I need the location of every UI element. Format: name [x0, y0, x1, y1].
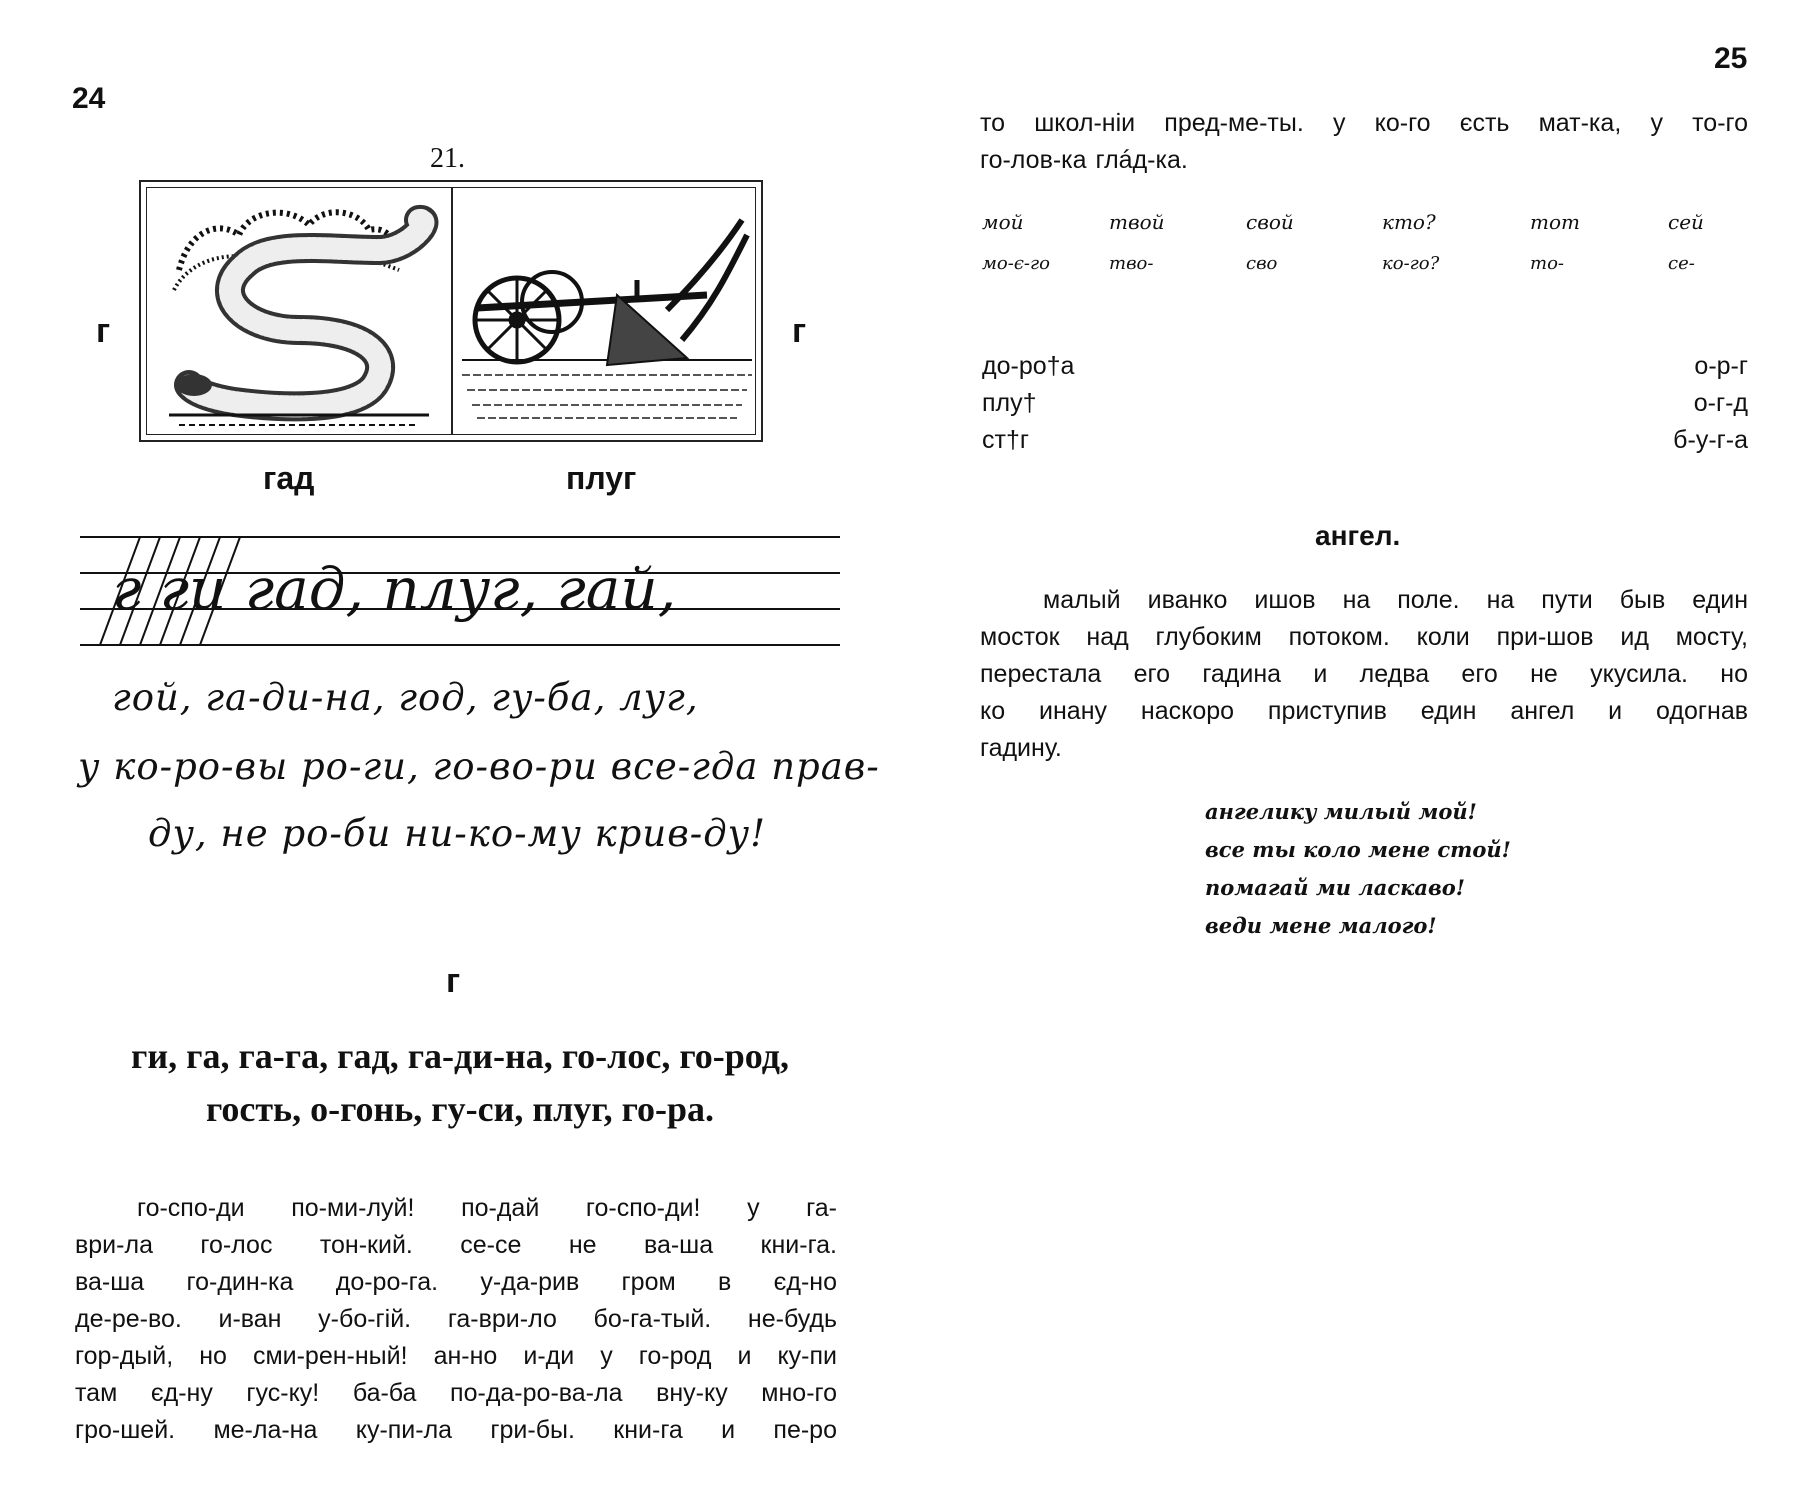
- cursive-line-2: гой, га-ди-на, год, гу-ба, луг,: [112, 676, 699, 719]
- snake-illustration-icon: [149, 190, 449, 435]
- lesson-number: 21.: [430, 143, 465, 174]
- cursive-line-3: у ко-ро-вы ро-ги, го-во-ри все-гда прав-: [78, 745, 880, 788]
- story-line: малый иванко ишов на поле. на пути быв един: [1043, 586, 1748, 614]
- pronoun-cell: то-: [1530, 253, 1564, 274]
- right-page-number: 25: [1714, 42, 1748, 75]
- paragraph-line: ври-ла го-лос тон-кий. се-се не ва-ша кни-га.: [75, 1231, 837, 1259]
- poem-line: ангелику милый мой!: [1205, 799, 1477, 824]
- poem-line: помагай ми ласкаво!: [1205, 875, 1465, 900]
- word-list-right: [1600, 348, 1748, 459]
- story-title: ангел.: [1315, 520, 1401, 551]
- intro-line: го-лов-ка глáд-ка.: [980, 146, 1188, 174]
- story-paragraph: [980, 582, 1748, 767]
- picture-frame: [139, 180, 763, 442]
- side-letter-left: г: [96, 312, 111, 350]
- word-item: о-р-г: [1694, 352, 1748, 380]
- paragraph-line: там єд-ну гус-ку! ба-ба по-да-ро-ва-ла вну-ку мно-го: [75, 1379, 837, 1407]
- pronoun-cell: свой: [1246, 210, 1294, 234]
- word-item: б-у-г-а: [1673, 426, 1748, 454]
- poem-line: все ты коло мене стой!: [1205, 837, 1511, 862]
- picture-divider: [451, 187, 453, 435]
- paragraph-line: го-спо-ди по-ми-луй! по-дай го-спо-ди! у га-: [137, 1194, 837, 1222]
- word-item: ст†г: [982, 426, 1029, 454]
- cursive-practice-block: [80, 525, 840, 660]
- cursive-line-1: г ги гад, плуг, гай,: [112, 555, 677, 623]
- word-item: о-г-д: [1693, 389, 1748, 417]
- story-line: перестала его гадина и ледва его не укусила. но: [980, 660, 1748, 688]
- side-letter-right: г: [792, 312, 807, 350]
- pronoun-cell: мо-є-го: [982, 253, 1050, 274]
- word-item: до-ро†а: [982, 352, 1075, 380]
- pronoun-cell: мой: [982, 210, 1024, 234]
- paragraph-line: гро-шей. ме-ла-на ку-пи-ла гри-бы. кни-га и пе-ро: [75, 1416, 837, 1444]
- pronoun-cell: се-: [1668, 253, 1695, 274]
- plough-illustration-icon: [457, 190, 757, 435]
- intro-line: то школ-ніи пред-ме-ты. у ко-го єсть мат-ка, у то-го: [980, 109, 1748, 137]
- story-line: мосток над глубоким потоком. коли при-шов ид мосту,: [980, 623, 1748, 651]
- poem: [1205, 793, 1511, 945]
- picture-caption-snake: гад: [263, 460, 315, 496]
- pronoun-cell: кто?: [1382, 210, 1436, 234]
- paragraph-line: ва-ша го-дин-ка до-ро-га. у-да-рив гром в єд-но: [75, 1268, 837, 1296]
- cursive-line-4: ду, не ро-би ни-ко-му крив-ду!: [148, 812, 767, 855]
- pronoun-cell: ко-го?: [1382, 253, 1440, 274]
- pronoun-row-2: [982, 253, 1752, 283]
- pronoun-row-1: [982, 210, 1752, 240]
- intro-paragraph: [980, 105, 1748, 179]
- section-letter: г: [446, 962, 461, 1000]
- paragraph-line: де-ре-во. и-ван у-бо-гій. га-ври-ло бо-га-тый. не-будь: [75, 1305, 837, 1333]
- picture-caption-plough: плуг: [566, 460, 637, 496]
- word-item: плу†: [982, 389, 1037, 417]
- paragraph-line: гор-дый, но сми-рен-ный! ан-но и-ди у го-род и ку-пи: [75, 1342, 837, 1370]
- pronoun-cell: тот: [1530, 210, 1580, 234]
- story-line: гадину.: [980, 734, 1062, 762]
- pronoun-cell: тво-: [1109, 253, 1154, 274]
- pronoun-cell: твой: [1109, 210, 1165, 234]
- syllable-line-1: ги, га, га-га, гад, га-ди-на, го-лос, го-род,: [131, 1036, 789, 1076]
- left-page-number: 24: [72, 82, 106, 115]
- pronoun-cell: сей: [1668, 210, 1704, 234]
- syllable-line-2: гость, о-гонь, гу-си, плуг, го-ра.: [205, 1089, 715, 1129]
- word-list-left: [982, 348, 1074, 459]
- left-paragraph: [75, 1190, 837, 1449]
- poem-line: веди мене малого!: [1205, 913, 1437, 938]
- story-line: ко инану наскоро приступив един ангел и одогнав: [980, 697, 1748, 725]
- pronoun-cell: сво: [1246, 253, 1278, 274]
